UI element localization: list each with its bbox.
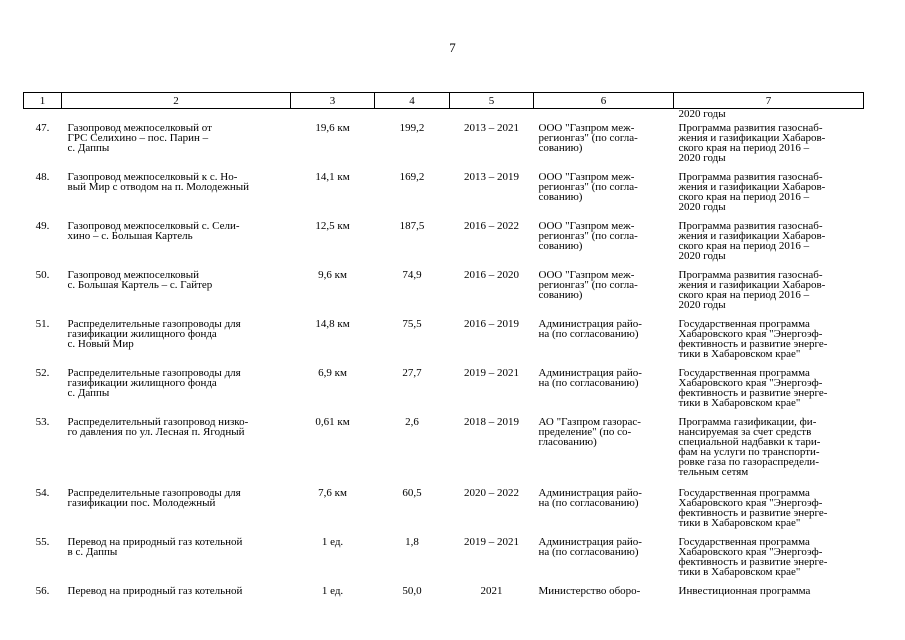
program-text-line: жения и газификации Хабаров-: [678, 181, 826, 193]
cost-value: 2,6: [405, 416, 419, 428]
program-text: [674, 319, 864, 368]
cost-value: 187,5: [399, 220, 425, 232]
program-text-line: тельным сетям: [678, 466, 749, 478]
program-text-line: Хабаровского края "Энергоэф-: [678, 377, 823, 389]
object-name-line: Распределительные газопроводы для: [67, 367, 241, 379]
row-number: 54.: [35, 487, 50, 499]
program-text: [674, 123, 864, 172]
program-text: [674, 586, 864, 606]
table-row: [24, 488, 864, 537]
table-row: [24, 417, 864, 488]
header-col-6: 6: [534, 93, 674, 109]
cost-value: 27,7: [402, 367, 422, 379]
continuation-text: 2020 годы: [678, 108, 726, 120]
period-value: 2013 – 2021: [464, 122, 519, 134]
table-row: [24, 319, 864, 368]
program-text-line: Хабаровского края "Энергоэф-: [678, 328, 823, 340]
period-value: 2016 – 2020: [464, 269, 519, 281]
program-text-line: нансируемая за счет средств: [678, 426, 812, 438]
program-text-line: Программа газификации, фи-: [678, 416, 817, 428]
program-text-line: фективность и развитие энерге-: [678, 387, 828, 399]
cost-value: 199,2: [399, 122, 425, 134]
row-number: 49.: [35, 220, 50, 232]
length-value: 1 ед.: [321, 536, 344, 548]
object-name: [62, 586, 291, 606]
header-col-7: 7: [674, 93, 864, 109]
executor-text-line: Администрация райо-: [538, 487, 642, 499]
object-name-line: газификации жилищного фонда: [67, 377, 217, 389]
program-text-line: 2020 годы: [678, 201, 726, 213]
header-col-3: 3: [291, 93, 375, 109]
row-number: 50.: [35, 269, 50, 281]
object-name-line: Газопровод межпоселковый к с. Но-: [67, 171, 238, 183]
program-text-line: Хабаровского края "Энергоэф-: [678, 546, 823, 558]
program-text-line: жения и газификации Хабаров-: [678, 279, 826, 291]
program-text-line: ского края на период 2016 –: [678, 289, 810, 301]
executor-text-line: Администрация райо-: [538, 318, 642, 330]
executor-text-line: ООО "Газпром меж-: [538, 220, 635, 232]
header-col-1: 1: [24, 93, 62, 109]
object-name-line: с. Даппы: [67, 142, 110, 154]
object-name-line: Газопровод межпоселковый: [67, 269, 200, 281]
program-text-line: специальной надбавки к тари-: [678, 436, 821, 448]
executor-text-line: АО "Газпром газорас-: [538, 416, 641, 428]
program-text-line: Государственная программа: [678, 318, 810, 330]
object-name: [62, 319, 291, 368]
table-row: [24, 368, 864, 417]
table-header-row: [24, 93, 864, 109]
object-name-line: газификации пос. Молодежный: [67, 497, 216, 509]
program-text-line: 2020 годы: [678, 250, 726, 262]
executor-text: [534, 586, 674, 606]
header-col-5: 5: [450, 93, 534, 109]
program-text: [674, 537, 864, 586]
object-name-line: с. Большая Картель – с. Гайтер: [67, 279, 213, 291]
header-col-4: 4: [375, 93, 450, 109]
program-text-line: ского края на период 2016 –: [678, 142, 810, 154]
length-value: 19,6 км: [315, 122, 350, 134]
program-text-line: Государственная программа: [678, 536, 810, 548]
row-number: 53.: [35, 416, 50, 428]
object-name: [62, 537, 291, 586]
executor-text: [534, 417, 674, 488]
object-name-line: в с. Даппы: [67, 546, 118, 558]
table-row: [24, 537, 864, 586]
object-name-line: го давления по ул. Лесная п. Ягодный: [67, 426, 245, 438]
cost-value: 60,5: [402, 487, 422, 499]
executor-text-line: ООО "Газпром меж-: [538, 122, 635, 134]
table-row: [24, 123, 864, 172]
program-text-line: тики в Хабаровском крае": [678, 348, 801, 360]
executor-text: [534, 488, 674, 537]
program-text-line: жения и газификации Хабаров-: [678, 132, 826, 144]
period-value: 2013 – 2019: [464, 171, 519, 183]
length-value: 0,61 км: [315, 416, 350, 428]
executor-text: [534, 270, 674, 319]
program-text-line: фективность и развитие энерге-: [678, 507, 828, 519]
period-value: 2021: [480, 585, 503, 597]
object-name-line: хино – с. Большая Картель: [67, 230, 193, 242]
program-text: [674, 172, 864, 221]
row-number: 55.: [35, 536, 50, 548]
table-row: [24, 270, 864, 319]
cost-value: 75,5: [402, 318, 422, 330]
program-text-line: Государственная программа: [678, 487, 810, 499]
program-text-line: ского края на период 2016 –: [678, 191, 810, 203]
program-text: [674, 221, 864, 270]
object-name-line: Распределительные газопроводы для: [67, 487, 241, 499]
executor-text-line: регионгаз" (по согла-: [538, 181, 638, 193]
executor-text: [534, 319, 674, 368]
length-value: 1 ед.: [321, 585, 344, 597]
executor-text-line: сованию): [538, 240, 583, 252]
cost-value: 50,0: [402, 585, 422, 597]
executor-text-line: гласованию): [538, 436, 597, 448]
length-value: 12,5 км: [315, 220, 350, 232]
executor-text-line: регионгаз" (по согла-: [538, 132, 638, 144]
cost-value: 74,9: [402, 269, 422, 281]
program-text-line: Государственная программа: [678, 367, 810, 379]
object-name-line: Распределительные газопроводы для: [67, 318, 241, 330]
period-value: 2019 – 2021: [464, 367, 519, 379]
executor-text: [534, 537, 674, 586]
program-text-line: фективность и развитие энерге-: [678, 338, 828, 350]
object-name-line: ГРС Селихино – пос. Парин –: [67, 132, 209, 144]
executor-text: [534, 221, 674, 270]
length-value: 6,9 км: [318, 367, 347, 379]
period-value: 2018 – 2019: [464, 416, 519, 428]
executor-text-line: сованию): [538, 289, 583, 301]
executor-text: [534, 368, 674, 417]
program-text: [674, 368, 864, 417]
object-name: [62, 417, 291, 488]
object-name-line: вый Мир с отводом на п. Молодежный: [67, 181, 250, 193]
object-name: [62, 221, 291, 270]
object-name-line: Газопровод межпоселковый с. Сели-: [67, 220, 240, 232]
projects-table: [23, 92, 864, 606]
executor-text: [534, 172, 674, 221]
program-text-line: ровке газа по газораспредели-: [678, 456, 819, 468]
object-name-line: Перевод на природный газ котельной: [67, 536, 243, 548]
program-text-line: ского края на период 2016 –: [678, 240, 810, 252]
executor-text-line: регионгаз" (по согла-: [538, 230, 638, 242]
executor-text-line: сованию): [538, 142, 583, 154]
table-row: [24, 586, 864, 606]
cost-value: 1,8: [405, 536, 419, 548]
length-value: 14,1 км: [315, 171, 350, 183]
row-number: 56.: [35, 585, 50, 597]
executor-text-line: на (по согласованию): [538, 328, 639, 340]
length-value: 14,8 км: [315, 318, 350, 330]
program-text: [674, 270, 864, 319]
executor-text-line: на (по согласованию): [538, 546, 639, 558]
program-text-line: 2020 годы: [678, 152, 726, 164]
program-text-line: Хабаровского края "Энергоэф-: [678, 497, 823, 509]
program-text-line: Инвестиционная программа: [678, 585, 811, 597]
executor-text-line: Администрация райо-: [538, 367, 642, 379]
program-text-line: тики в Хабаровском крае": [678, 566, 801, 578]
executor-text-line: ООО "Газпром меж-: [538, 269, 635, 281]
object-name: [62, 270, 291, 319]
table-row: [24, 172, 864, 221]
program-text-line: Программа развития газоснаб-: [678, 220, 823, 232]
executor-text-line: ООО "Газпром меж-: [538, 171, 635, 183]
program-text-line: фам на услуги по транспорти-: [678, 446, 820, 458]
object-name-line: Перевод на природный газ котельной: [67, 585, 243, 597]
header-col-2: 2: [62, 93, 291, 109]
object-name-line: с. Новый Мир: [67, 338, 134, 350]
object-name: [62, 172, 291, 221]
length-value: 7,6 км: [318, 487, 347, 499]
program-text-line: фективность и развитие энерге-: [678, 556, 828, 568]
object-name-line: Газопровод межпоселковый от: [67, 122, 212, 134]
row-number: 47.: [35, 122, 50, 134]
executor-text-line: Министерство оборо-: [538, 585, 641, 597]
period-value: 2016 – 2019: [464, 318, 519, 330]
table-row: [24, 221, 864, 270]
period-value: 2019 – 2021: [464, 536, 519, 548]
object-name-line: с. Даппы: [67, 387, 110, 399]
object-name: [62, 123, 291, 172]
executor-text-line: на (по согласованию): [538, 377, 639, 389]
program-text-line: Программа развития газоснаб-: [678, 171, 823, 183]
row-number: 51.: [35, 318, 50, 330]
program-text-line: жения и газификации Хабаров-: [678, 230, 826, 242]
executor-text-line: регионгаз" (по согла-: [538, 279, 638, 291]
period-value: 2020 – 2022: [464, 487, 519, 499]
object-name: [62, 488, 291, 537]
period-value: 2016 – 2022: [464, 220, 519, 232]
row-number: 52.: [35, 367, 50, 379]
program-text: [674, 488, 864, 537]
program-text: [674, 417, 864, 488]
program-text-line: тики в Хабаровском крае": [678, 517, 801, 529]
object-name: [62, 368, 291, 417]
executor-text-line: сованию): [538, 191, 583, 203]
continuation-row: [24, 109, 864, 124]
length-value: 9,6 км: [318, 269, 347, 281]
cost-value: 169,2: [399, 171, 425, 183]
object-name-line: газификации жилищного фонда: [67, 328, 217, 340]
program-text-line: Программа развития газоснаб-: [678, 269, 823, 281]
executor-text: [534, 123, 674, 172]
row-number: 48.: [35, 171, 50, 183]
object-name-line: Распределительный газопровод низко-: [67, 416, 249, 428]
program-text-line: 2020 годы: [678, 299, 726, 311]
program-text-line: Программа развития газоснаб-: [678, 122, 823, 134]
executor-text-line: Администрация райо-: [538, 536, 642, 548]
executor-text-line: на (по согласованию): [538, 497, 639, 509]
program-text-line: тики в Хабаровском крае": [678, 397, 801, 409]
page-number: 7: [449, 40, 456, 55]
executor-text-line: пределение" (по со-: [538, 426, 632, 438]
